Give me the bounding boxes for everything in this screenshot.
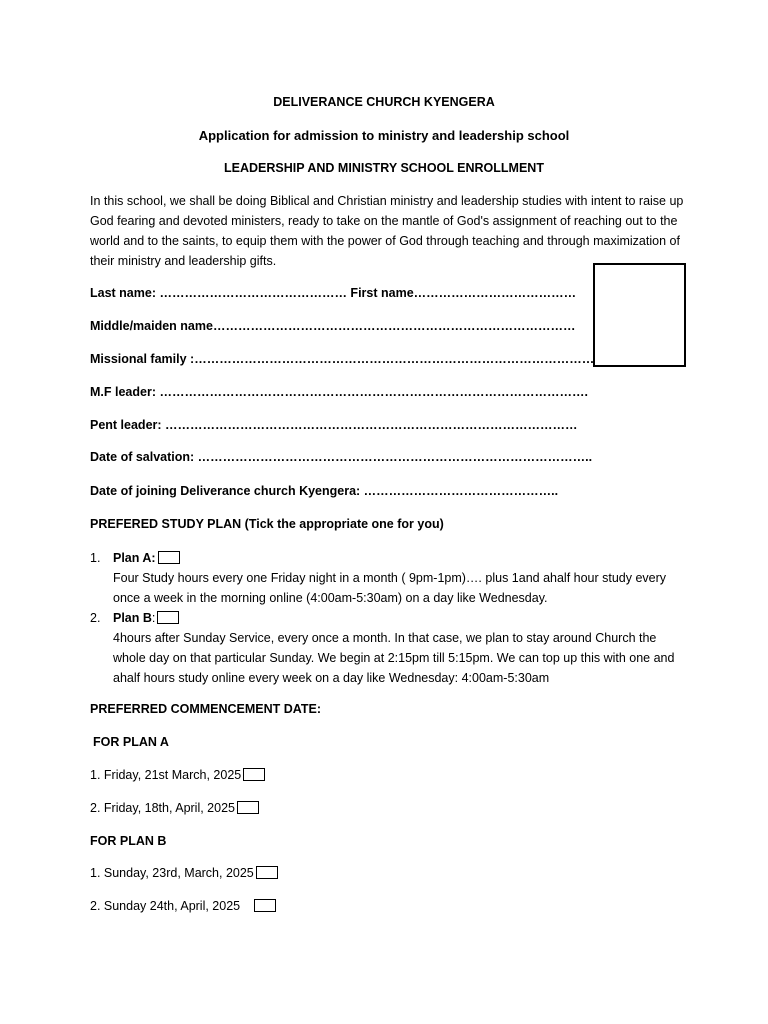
last-first-name-field[interactable]: Last name: ……………………………………… First name…………………………………	[90, 286, 577, 300]
plan-b-date-2-checkbox[interactable]	[254, 899, 276, 912]
plan-b-date-2-label: 2. Sunday 24th, April, 2025	[90, 899, 241, 913]
plan-a-date-2-checkbox[interactable]	[237, 801, 259, 814]
pent-leader-field[interactable]: Pent leader: ………………………………………………………………………………………	[90, 418, 578, 432]
plan-a-date-option	[90, 768, 265, 782]
plan-a-checkbox[interactable]	[158, 551, 180, 564]
church-name: DELIVERANCE CHURCH KYENGERA	[273, 95, 495, 109]
study-plan-heading: PREFERED STUDY PLAN (Tick the appropriate one for you)	[90, 517, 444, 531]
date-of-salvation-field[interactable]: Date of salvation: …………………………………………………………………………………..	[90, 450, 593, 464]
plan-b-dates-heading: FOR PLAN B	[90, 834, 167, 848]
middle-name-field[interactable]: Middle/maiden name……………………………………………………………………………	[90, 319, 576, 333]
plan-b-checkbox[interactable]	[157, 611, 179, 624]
plan-a-date-2-label: 2. Friday, 18th, April, 2025	[90, 801, 235, 815]
form-title: LEADERSHIP AND MINISTRY SCHOOL ENROLLMENT	[224, 161, 544, 175]
plan-b-description: 4hours after Sunday Service, every once a month. In that case, we plan to stay around Church the whole day on that particular Sunday. We begin at 2:15pm till 5:15pm. We can top up this with one and ahalf hours study online every week on a day like Wednesday: 4:00am-5:30am	[113, 631, 675, 685]
plan-b-date-option	[90, 899, 276, 913]
date-of-joining-field[interactable]: Date of joining Deliverance church Kyengera: ………………………………………..	[90, 484, 559, 498]
plan-b-label: Plan B	[113, 611, 152, 625]
plan-a-dates-heading: FOR PLAN A	[93, 735, 169, 749]
intro-paragraph: In this school, we shall be doing Biblical and Christian ministry and leadership studies with intent to raise up God fearing and devoted ministers, ready to take on the mantle of God's assignment of reaching out to the world and to the saints, to equip them with the power of God through teaching and through maximization of their ministry and leadership gifts.	[90, 194, 684, 268]
plan-b-colon: :	[151, 611, 156, 625]
plan-a-description: Four Study hours every one Friday night in a month ( 9pm-1pm)…. plus 1and ahalf hour study every once a week in the morning online (4:00am-5:30am) on a day like Wednesday.	[113, 571, 667, 605]
plan-a-item	[90, 548, 690, 608]
plan-a-label: Plan A:	[113, 551, 156, 565]
plan-b-number: 2.	[90, 611, 101, 625]
mf-leader-field[interactable]: M.F leader: ………………………………………………………………………………………….	[90, 385, 588, 399]
plan-a-date-1-label: 1. Friday, 21st March, 2025	[90, 768, 242, 782]
missional-family-field[interactable]: Missional family :……………………………………………………………………………………	[90, 352, 595, 366]
plan-a-number: 1.	[90, 551, 101, 565]
plan-b-date-1-checkbox[interactable]	[256, 866, 278, 879]
plan-a-date-option	[90, 801, 259, 815]
passport-photo-box	[593, 263, 686, 367]
plan-a-date-1-checkbox[interactable]	[243, 768, 265, 781]
plan-b-date-1-label: 1. Sunday, 23rd, March, 2025	[90, 866, 254, 880]
plan-b-date-option	[90, 866, 278, 880]
commencement-heading: PREFERRED COMMENCEMENT DATE:	[90, 702, 322, 716]
application-subtitle: Application for admission to ministry and leadership school	[198, 128, 570, 143]
plan-b-item	[90, 608, 690, 688]
